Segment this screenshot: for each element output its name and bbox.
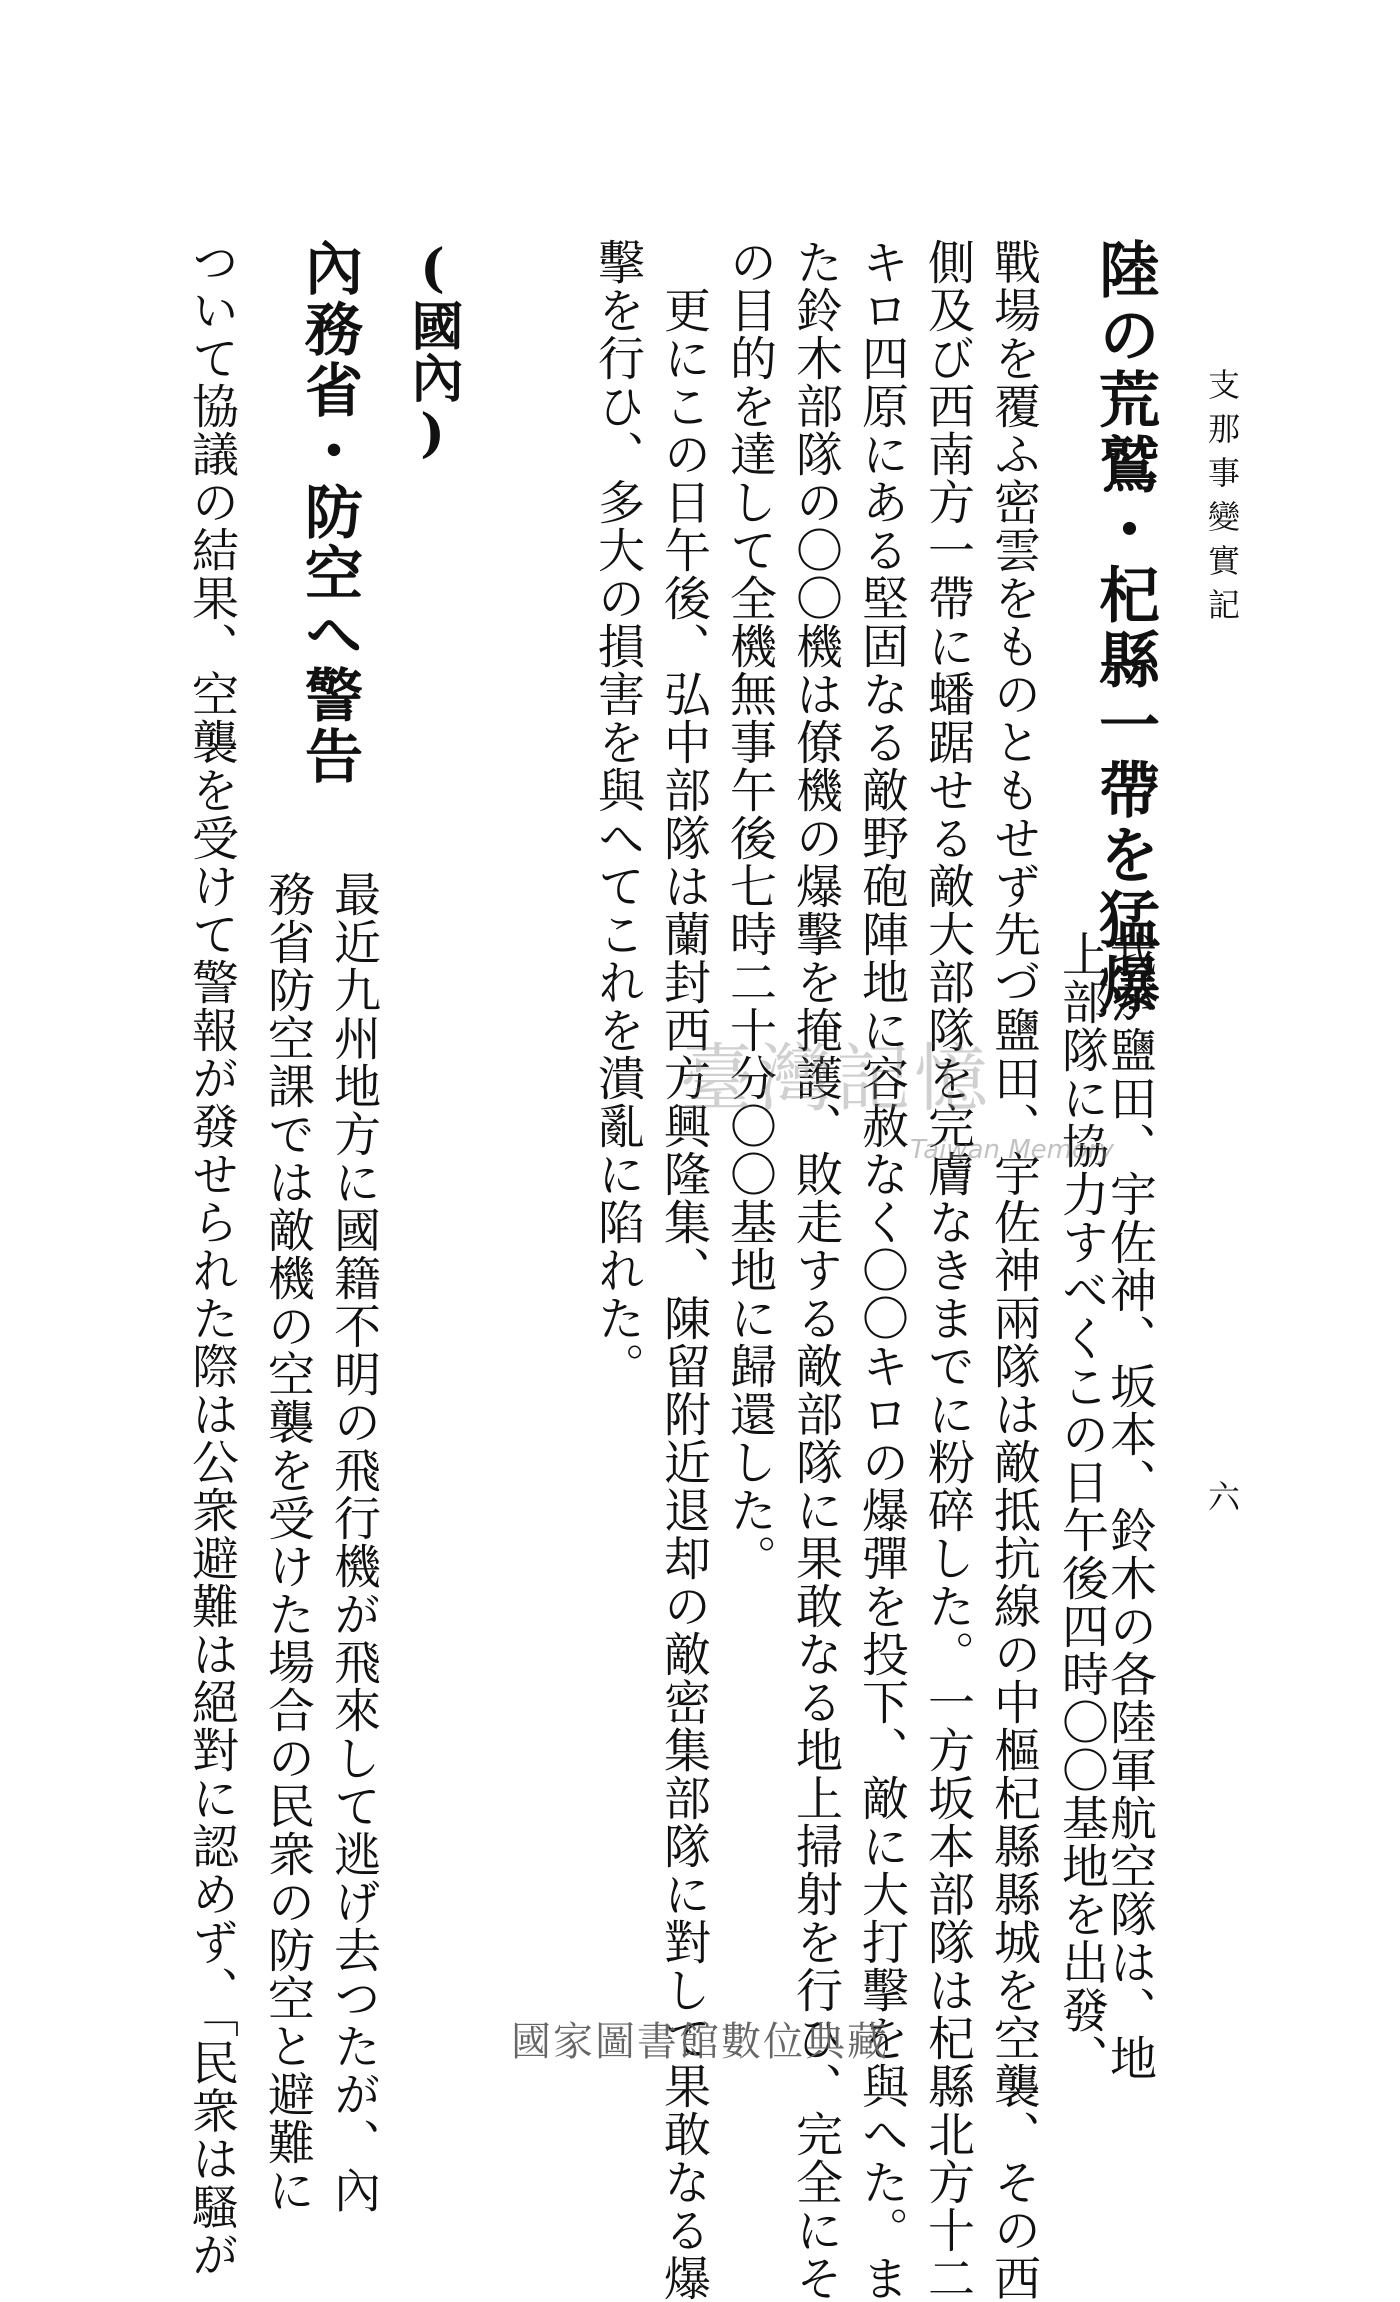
section-title: 內務省・防空へ警告: [295, 238, 363, 787]
article-body-line: キロ四原にある堅固なる敵野砲陣地に容赦なく〇〇キロの爆彈を投下、敵に大打擊を與へた。ま: [854, 238, 909, 2302]
footer-credit: 國家圖書館數位典藏: [511, 2019, 889, 2065]
article-body-line: 側及び西南方一帶に蟠踞せる敵大部隊を完膚なきまでに粉碎した。一方坂本部隊は杞縣北方十二: [920, 238, 975, 2302]
section-lead-line: 最近九州地方に國籍不明の飛行機が飛來して逃げ去つたが、內: [326, 870, 381, 2214]
article-lead-line: 上部隊に協力すべくこの日午後四時〇〇基地を出發、: [1054, 930, 1109, 2082]
article-body-line: 更にこの日午後、弘中部隊は蘭封西方興隆集、陳留附近退却の敵密集部隊に對して果敢なる爆: [656, 238, 711, 2302]
article-headline: 陸の荒鷲・杞縣一帶を猛爆: [1089, 238, 1160, 1018]
section-body-line: ついて協議の結果、空襲を受けて警報が發せられた際は公衆避難は絕對に認めず、「民衆は騷が: [184, 238, 239, 2279]
watermark-subtitle: Taiwan Memory: [910, 1135, 1114, 1165]
watermark-logo: 臺灣記憶: [680, 1036, 992, 1122]
article-body-line: の目的を達して全機無事午後七時二十分〇〇基地に歸還した。: [722, 238, 777, 1582]
section-lead-line: 務省防空課では敵機の空襲を受けた場合の民衆の防空と避難に: [260, 870, 315, 2214]
running-head: 支那事變實記: [1203, 368, 1241, 632]
article-body-line: 擊を行ひ、多大の損害を與へてこれを潰亂に陷れた。: [590, 238, 645, 1390]
article-body-line: 戰場を覆ふ密雲をものともせず先づ鹽田、宇佐神兩隊は敵抵抗線の中樞杞縣縣城を空襲、その西: [986, 238, 1041, 2302]
article-body-line: た鈴木部隊の〇〇機は僚機の爆擊を掩護、敗走する敵部隊に果敢なる地上掃射を行ひ、完全にそ: [788, 238, 843, 2302]
article-lead-line: 我が鹽田、宇佐神、坂本、鈴木の各陸軍航空隊は、地: [1102, 930, 1157, 2082]
section-label: (國內): [402, 238, 463, 464]
page-number: 六: [1203, 1480, 1241, 1512]
